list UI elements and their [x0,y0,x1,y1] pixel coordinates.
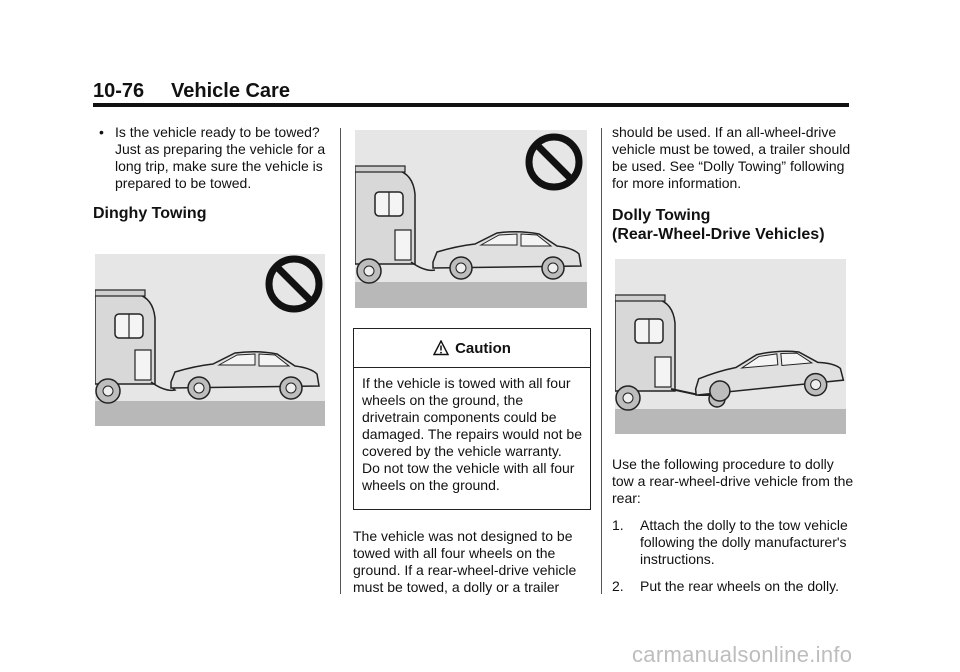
caution-header [354,329,590,368]
dinghy-towing-illustration [95,254,325,426]
section-heading-dolly [612,206,856,244]
procedure-intro: Use the following procedure to dolly tow a rear-wheel-drive vehicle from the rear: [612,456,854,506]
warning-triangle-icon [433,340,449,356]
header-rule [93,103,849,107]
heading-line-2: (Rear-Wheel-Drive Vehicles) [612,226,825,243]
flat-towing-illustration [355,130,587,308]
caution-title: Caution [455,339,511,357]
bullet-icon: • [99,124,104,140]
dolly-towing-illustration [615,259,846,434]
column-3-bottom [612,456,856,595]
heading-line-1: Dolly Towing [612,207,711,224]
page-header [93,80,290,103]
caution-box [353,328,591,510]
column-3-top [612,124,856,244]
continued-text: should be used. If an all-wheel-drive vehicle must be towed, a trailer should be used. See “Dolly Towing” following for more information. [612,124,851,191]
section-title: Vehicle Care [171,80,290,102]
caution-text: If the vehicle is towed with all four wheels on the ground, the drivetrain components could be damaged. The repairs would not be covered by the vehicle warranty. Do not tow the vehicle with all four wheels on the ground. [362,375,582,493]
page-number: 10-76 [93,80,145,102]
step-text: Put the rear wheels on the dolly. [640,578,839,594]
section-heading-dinghy: Dinghy Towing [93,205,207,222]
column-1 [93,124,333,223]
list-item [612,578,856,595]
bullet-text: Is the vehicle ready to be towed? Just as preparing the vehicle for a long trip, make sure the vehicle is prepared to be towed. [115,124,326,191]
column-divider-1 [340,128,341,594]
step-text: Attach the dolly to the tow vehicle following the dolly manufacturer's instructions. [640,517,848,567]
watermark: carmanualsonline.info [632,642,853,667]
column-divider-2 [601,128,602,594]
paragraph-text: The vehicle was not designed to be towed with all four wheels on the ground. If a rear-wheel-drive vehicle must be towed, a dolly or a trailer [353,528,577,595]
list-item [612,517,856,568]
bullet-item [93,124,333,192]
column-2-paragraph [353,528,593,596]
step-number: 1. [612,517,624,533]
step-number: 2. [612,578,624,594]
